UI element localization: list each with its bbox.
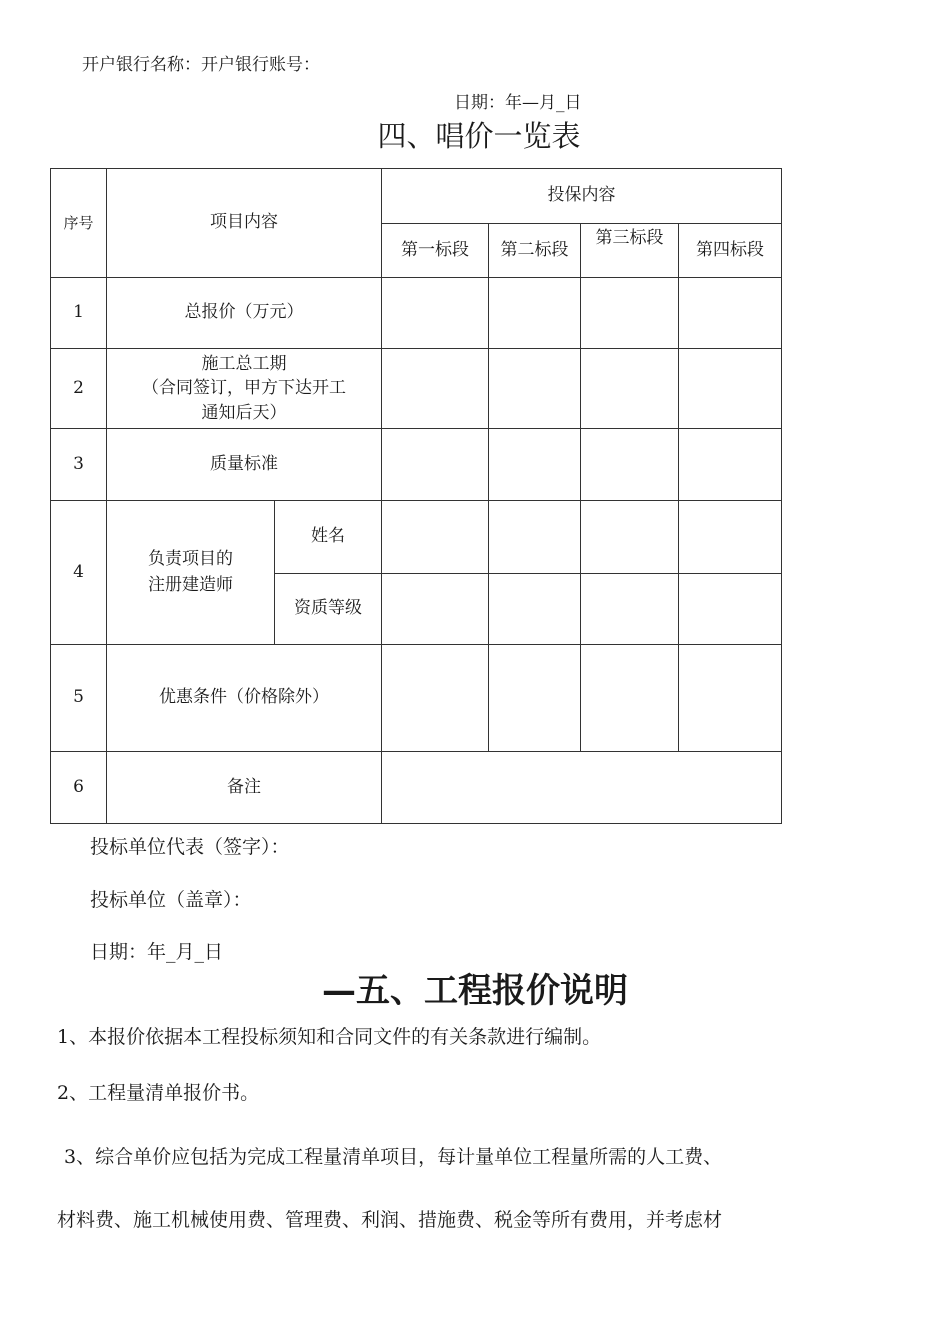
header-section-1: 第一标段 (382, 224, 489, 278)
row-item: 负责项目的 注册建造师 (107, 501, 275, 644)
cell (679, 644, 782, 751)
row-subitem-name: 姓名 (275, 501, 382, 573)
bidder-unit-seal: 投标单位（盖章）： (90, 889, 252, 911)
row-seq: 4 (51, 501, 107, 644)
cell (679, 501, 782, 573)
date-line: 日期：年—月_日 (454, 93, 582, 113)
paragraph-1: 1、本报价依据本工程投标须知和合同文件的有关条款进行编制。 (57, 1026, 602, 1048)
cell (581, 278, 679, 349)
table-row (51, 429, 782, 501)
cell (382, 501, 489, 573)
cell (382, 573, 489, 644)
cell (679, 278, 782, 349)
remarks-cell (382, 751, 782, 823)
row-seq: 3 (51, 429, 107, 501)
header-section-4: 第四标段 (679, 224, 782, 278)
cell (382, 429, 489, 501)
section4-title: 四、唱价一览表 (377, 119, 581, 153)
cell (382, 644, 489, 751)
paragraph-3-continued: 材料费、施工机械使用费、管理费、利润、措施费、税金等所有费用，并考虑材 (57, 1209, 723, 1231)
cell (382, 349, 489, 429)
cell (581, 644, 679, 751)
row-seq: 6 (51, 751, 107, 823)
header-seq: 序号 (51, 169, 107, 278)
paragraph-3: 3、综合单价应包括为完成工程量清单项目，每计量单位工程量所需的人工费、 (64, 1146, 723, 1168)
header-section-3: 第三标段 (581, 224, 679, 278)
cell (489, 429, 581, 501)
cell (581, 349, 679, 429)
paragraph-2: 2、工程量清单报价书。 (57, 1082, 260, 1104)
bank-info-line: 开户银行名称：开户银行账号： (82, 55, 320, 75)
table-row (51, 751, 782, 823)
cell (679, 429, 782, 501)
row-seq: 5 (51, 644, 107, 751)
cell (489, 644, 581, 751)
table-row (51, 501, 782, 573)
cell (679, 573, 782, 644)
cell (489, 278, 581, 349)
quote-summary-table (50, 168, 781, 824)
row-item: 施工总工期 （合同签订，甲方下达开工 通知后天） (107, 349, 382, 429)
header-section-2: 第二标段 (489, 224, 581, 278)
cell (679, 349, 782, 429)
table-row (51, 278, 782, 349)
cell (489, 349, 581, 429)
row-seq: 2 (51, 349, 107, 429)
table-row (51, 644, 782, 751)
row-item: 总报价（万元） (107, 278, 382, 349)
row-item: 备注 (107, 751, 382, 823)
table-row (51, 349, 782, 429)
cell (382, 278, 489, 349)
section5-title: —五、工程报价说明 (322, 971, 628, 1011)
cell (489, 501, 581, 573)
bidder-representative-signature: 投标单位代表（签字）： (90, 836, 290, 858)
row-item: 优惠条件（价格除外） (107, 644, 382, 751)
cell (581, 573, 679, 644)
row-subitem-qualification: 资质等级 (275, 573, 382, 644)
cell (581, 429, 679, 501)
row-item: 质量标准 (107, 429, 382, 501)
cell (489, 573, 581, 644)
header-item: 项目内容 (107, 169, 382, 278)
cell (581, 501, 679, 573)
signature-date: 日期：年_月_日 (90, 941, 224, 963)
row-seq: 1 (51, 278, 107, 349)
header-bid-content: 投保内容 (382, 169, 782, 224)
